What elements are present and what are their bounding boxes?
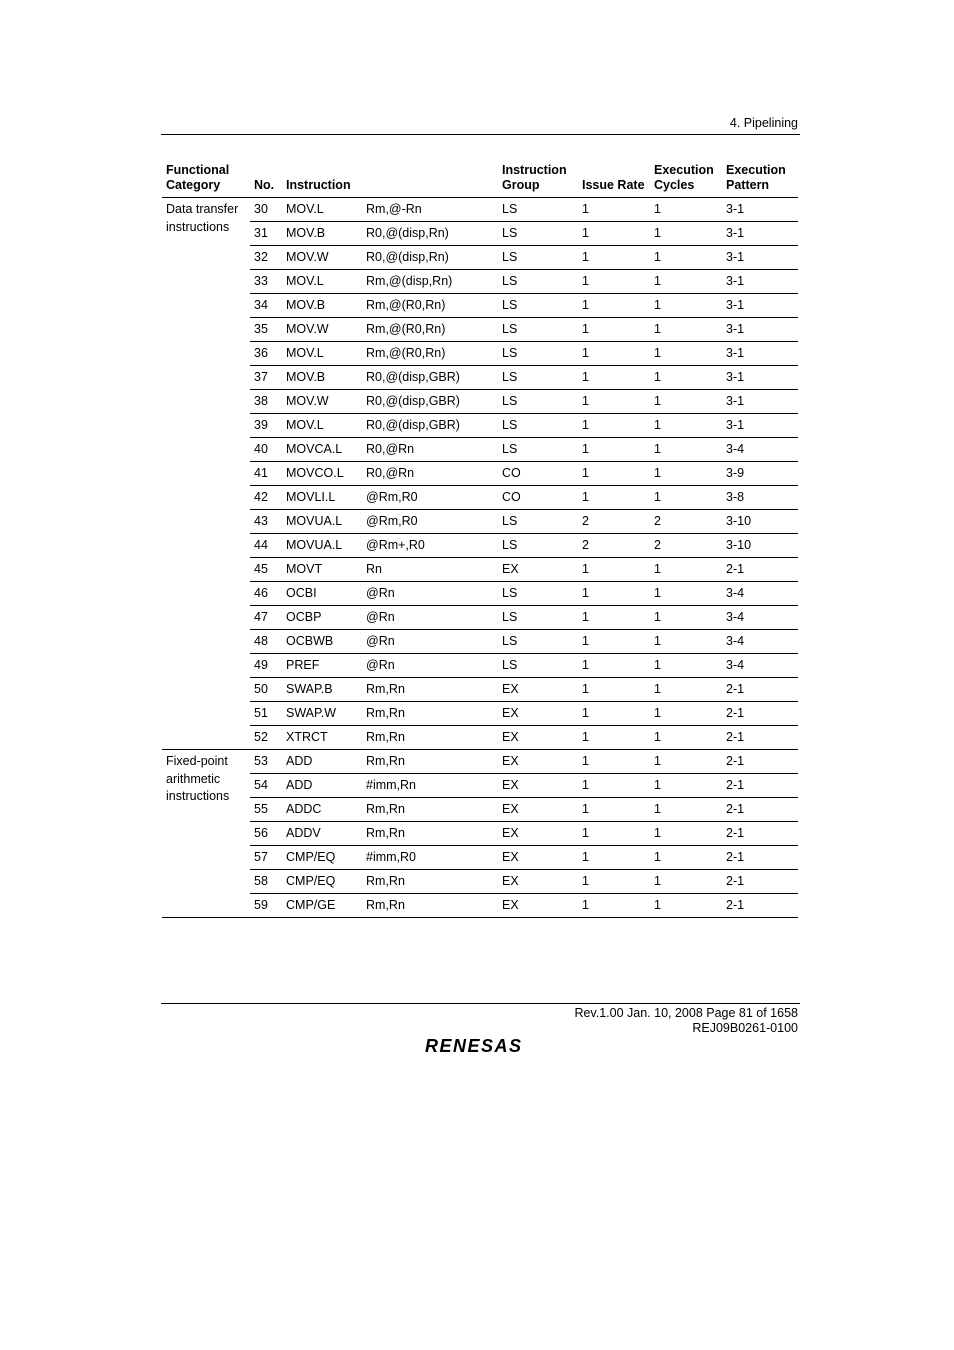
instruction-cell: CMP/EQ <box>282 870 362 894</box>
no-cell: 37 <box>250 366 282 390</box>
column-header-line: No. <box>254 178 275 192</box>
group-cell: LS <box>498 246 578 270</box>
table-row <box>162 342 798 366</box>
pattern-cell: 2-1 <box>722 750 798 774</box>
no-cell: 45 <box>250 558 282 582</box>
table-row <box>162 294 798 318</box>
operand-cell: #imm,R0 <box>362 846 498 870</box>
operand-cell: Rm,Rn <box>362 798 498 822</box>
operand-cell: Rm,@(R0,Rn) <box>362 342 498 366</box>
column-header-line <box>582 163 650 178</box>
cycles-cell: 1 <box>650 366 722 390</box>
instruction-cell: ADD <box>282 750 362 774</box>
category-line: Data transfer <box>166 202 239 216</box>
no-cell: 55 <box>250 798 282 822</box>
group-cell: LS <box>498 390 578 414</box>
pattern-cell: 2-1 <box>722 846 798 870</box>
cycles-cell: 1 <box>650 486 722 510</box>
logo-wordmark: RENESAS <box>425 1036 523 1055</box>
cycles-cell: 2 <box>650 510 722 534</box>
cycles-cell: 1 <box>650 462 722 486</box>
issue-rate-cell: 1 <box>578 198 650 222</box>
page-footer <box>574 1006 798 1036</box>
column-header-line: Cycles <box>654 178 695 192</box>
table-row <box>162 222 798 246</box>
column-header <box>282 163 362 198</box>
cycles-cell: 1 <box>650 894 722 918</box>
issue-rate-cell: 1 <box>578 342 650 366</box>
column-header <box>162 163 250 198</box>
instruction-cell: MOV.L <box>282 270 362 294</box>
operand-cell: Rm,Rn <box>362 894 498 918</box>
table-row <box>162 486 798 510</box>
column-header-line: Category <box>166 178 221 192</box>
group-cell: CO <box>498 486 578 510</box>
operand-cell: R0,@Rn <box>362 438 498 462</box>
pattern-cell: 3-1 <box>722 198 798 222</box>
column-header-line <box>286 163 362 178</box>
pattern-cell: 3-1 <box>722 246 798 270</box>
table-row <box>162 798 798 822</box>
pattern-cell: 3-1 <box>722 390 798 414</box>
operand-cell: R0,@(disp,Rn) <box>362 222 498 246</box>
group-cell: LS <box>498 414 578 438</box>
issue-rate-cell: 1 <box>578 222 650 246</box>
column-header <box>722 163 798 198</box>
group-cell: EX <box>498 870 578 894</box>
issue-rate-cell: 1 <box>578 846 650 870</box>
table-row <box>162 630 798 654</box>
table-row <box>162 750 798 774</box>
table-row <box>162 606 798 630</box>
operand-cell: Rm,@-Rn <box>362 198 498 222</box>
no-cell: 39 <box>250 414 282 438</box>
cycles-cell: 1 <box>650 822 722 846</box>
document-code: REJ09B0261-0100 <box>692 1021 798 1035</box>
issue-rate-cell: 1 <box>578 390 650 414</box>
issue-rate-cell: 1 <box>578 606 650 630</box>
category-line: Fixed-point <box>166 754 228 768</box>
cycles-cell: 1 <box>650 846 722 870</box>
no-cell: 47 <box>250 606 282 630</box>
pattern-cell: 2-1 <box>722 774 798 798</box>
operand-cell: R0,@(disp,GBR) <box>362 366 498 390</box>
group-cell: LS <box>498 318 578 342</box>
operand-cell: Rm,@(R0,Rn) <box>362 294 498 318</box>
issue-rate-cell: 2 <box>578 510 650 534</box>
pattern-cell: 2-1 <box>722 702 798 726</box>
table-row <box>162 846 798 870</box>
instruction-cell: MOVUA.L <box>282 534 362 558</box>
cycles-cell: 1 <box>650 270 722 294</box>
category-line: instructions <box>166 219 230 234</box>
group-cell: LS <box>498 438 578 462</box>
instruction-cell: SWAP.W <box>282 702 362 726</box>
operand-cell: R0,@Rn <box>362 462 498 486</box>
no-cell: 53 <box>250 750 282 774</box>
group-cell: LS <box>498 582 578 606</box>
cycles-cell: 1 <box>650 222 722 246</box>
no-cell: 38 <box>250 390 282 414</box>
pattern-cell: 3-1 <box>722 318 798 342</box>
group-cell: LS <box>498 606 578 630</box>
table-header-row <box>162 163 798 198</box>
operand-cell: Rm,Rn <box>362 822 498 846</box>
renesas-logo <box>423 1035 543 1055</box>
table-row <box>162 678 798 702</box>
column-header <box>498 163 578 198</box>
instruction-cell: OCBI <box>282 582 362 606</box>
instruction-cell: MOV.B <box>282 294 362 318</box>
no-cell: 49 <box>250 654 282 678</box>
no-cell: 43 <box>250 510 282 534</box>
table-row <box>162 894 798 918</box>
pattern-cell: 3-4 <box>722 582 798 606</box>
category-cell <box>162 750 250 918</box>
cycles-cell: 1 <box>650 630 722 654</box>
group-cell: LS <box>498 366 578 390</box>
cycles-cell: 1 <box>650 654 722 678</box>
cycles-cell: 1 <box>650 702 722 726</box>
instruction-cell: SWAP.B <box>282 678 362 702</box>
no-cell: 54 <box>250 774 282 798</box>
instruction-cell: CMP/GE <box>282 894 362 918</box>
group-cell: LS <box>498 510 578 534</box>
group-cell: LS <box>498 270 578 294</box>
cycles-cell: 1 <box>650 558 722 582</box>
instruction-table <box>162 163 798 918</box>
pattern-cell: 3-1 <box>722 270 798 294</box>
pattern-cell: 3-4 <box>722 630 798 654</box>
issue-rate-cell: 1 <box>578 462 650 486</box>
column-header-line: Group <box>502 178 540 192</box>
column-header <box>250 163 282 198</box>
instruction-cell: MOV.L <box>282 198 362 222</box>
no-cell: 48 <box>250 630 282 654</box>
column-header <box>578 163 650 198</box>
cycles-cell: 2 <box>650 534 722 558</box>
no-cell: 35 <box>250 318 282 342</box>
table-row <box>162 270 798 294</box>
instruction-cell: MOV.W <box>282 390 362 414</box>
table-row <box>162 774 798 798</box>
column-header-line: Execution <box>726 163 786 177</box>
table-body <box>162 198 798 918</box>
column-header-line: Execution <box>654 163 714 177</box>
instruction-cell: MOVCO.L <box>282 462 362 486</box>
instruction-cell: ADDV <box>282 822 362 846</box>
cycles-cell: 1 <box>650 390 722 414</box>
table-row <box>162 246 798 270</box>
pattern-cell: 2-1 <box>722 558 798 582</box>
group-cell: EX <box>498 558 578 582</box>
instruction-cell: MOV.L <box>282 414 362 438</box>
cycles-cell: 1 <box>650 438 722 462</box>
category-line: instructions <box>166 789 230 803</box>
no-cell: 46 <box>250 582 282 606</box>
pattern-cell: 3-1 <box>722 294 798 318</box>
table-row <box>162 366 798 390</box>
pattern-cell: 3-10 <box>722 510 798 534</box>
group-cell: LS <box>498 198 578 222</box>
category-cell <box>162 198 250 750</box>
table-row <box>162 870 798 894</box>
operand-cell: #imm,Rn <box>362 774 498 798</box>
issue-rate-cell: 1 <box>578 582 650 606</box>
issue-rate-cell: 1 <box>578 414 650 438</box>
no-cell: 59 <box>250 894 282 918</box>
instruction-cell: MOV.B <box>282 366 362 390</box>
issue-rate-cell: 1 <box>578 318 650 342</box>
table-row <box>162 702 798 726</box>
table-row <box>162 582 798 606</box>
no-cell: 56 <box>250 822 282 846</box>
no-cell: 30 <box>250 198 282 222</box>
operand-cell: @Rm,R0 <box>362 510 498 534</box>
operand-cell: Rm,Rn <box>362 678 498 702</box>
instruction-cell: MOV.W <box>282 246 362 270</box>
group-cell: LS <box>498 342 578 366</box>
group-cell: LS <box>498 534 578 558</box>
group-cell: CO <box>498 462 578 486</box>
cycles-cell: 1 <box>650 606 722 630</box>
issue-rate-cell: 1 <box>578 294 650 318</box>
group-cell: LS <box>498 222 578 246</box>
group-cell: EX <box>498 750 578 774</box>
no-cell: 52 <box>250 726 282 750</box>
column-header <box>650 163 722 198</box>
issue-rate-cell: 2 <box>578 534 650 558</box>
issue-rate-cell: 1 <box>578 678 650 702</box>
operand-cell: Rn <box>362 558 498 582</box>
issue-rate-cell: 1 <box>578 894 650 918</box>
instruction-cell: MOVT <box>282 558 362 582</box>
table-row <box>162 534 798 558</box>
pattern-cell: 3-1 <box>722 366 798 390</box>
table-row <box>162 198 798 222</box>
no-cell: 32 <box>250 246 282 270</box>
cycles-cell: 1 <box>650 750 722 774</box>
instruction-cell: MOVLI.L <box>282 486 362 510</box>
instruction-cell: ADD <box>282 774 362 798</box>
footer-rule <box>161 1003 800 1004</box>
instruction-cell: MOV.L <box>282 342 362 366</box>
pattern-cell: 3-8 <box>722 486 798 510</box>
instruction-cell: OCBWB <box>282 630 362 654</box>
pattern-cell: 3-1 <box>722 222 798 246</box>
issue-rate-cell: 1 <box>578 774 650 798</box>
group-cell: EX <box>498 726 578 750</box>
table-row <box>162 822 798 846</box>
table-row <box>162 462 798 486</box>
column-header-line <box>366 163 498 178</box>
cycles-cell: 1 <box>650 414 722 438</box>
column-header <box>362 163 498 198</box>
pattern-cell: 2-1 <box>722 822 798 846</box>
instruction-cell: MOVUA.L <box>282 510 362 534</box>
issue-rate-cell: 1 <box>578 558 650 582</box>
issue-rate-cell: 1 <box>578 438 650 462</box>
pattern-cell: 3-4 <box>722 438 798 462</box>
pattern-cell: 2-1 <box>722 726 798 750</box>
no-cell: 50 <box>250 678 282 702</box>
operand-cell: Rm,Rn <box>362 750 498 774</box>
table-row <box>162 438 798 462</box>
operand-cell: @Rn <box>362 606 498 630</box>
no-cell: 33 <box>250 270 282 294</box>
table-row <box>162 726 798 750</box>
table-row <box>162 654 798 678</box>
no-cell: 36 <box>250 342 282 366</box>
pattern-cell: 3-1 <box>722 414 798 438</box>
no-cell: 51 <box>250 702 282 726</box>
operand-cell: R0,@(disp,GBR) <box>362 414 498 438</box>
group-cell: EX <box>498 846 578 870</box>
no-cell: 42 <box>250 486 282 510</box>
table-row <box>162 510 798 534</box>
group-cell: LS <box>498 654 578 678</box>
pattern-cell: 3-9 <box>722 462 798 486</box>
instruction-cell: ADDC <box>282 798 362 822</box>
instruction-cell: PREF <box>282 654 362 678</box>
operand-cell: @Rm+,R0 <box>362 534 498 558</box>
issue-rate-cell: 1 <box>578 726 650 750</box>
cycles-cell: 1 <box>650 678 722 702</box>
no-cell: 57 <box>250 846 282 870</box>
issue-rate-cell: 1 <box>578 486 650 510</box>
header-rule <box>161 134 800 135</box>
issue-rate-cell: 1 <box>578 822 650 846</box>
group-cell: EX <box>498 678 578 702</box>
cycles-cell: 1 <box>650 774 722 798</box>
instruction-cell: MOV.B <box>282 222 362 246</box>
pattern-cell: 2-1 <box>722 894 798 918</box>
no-cell: 44 <box>250 534 282 558</box>
cycles-cell: 1 <box>650 342 722 366</box>
operand-cell: Rm,Rn <box>362 726 498 750</box>
column-header-line <box>254 163 282 178</box>
revision-line: Rev.1.00 Jan. 10, 2008 Page 81 of 1658 <box>574 1006 798 1020</box>
issue-rate-cell: 1 <box>578 246 650 270</box>
operand-cell: R0,@(disp,GBR) <box>362 390 498 414</box>
cycles-cell: 1 <box>650 582 722 606</box>
cycles-cell: 1 <box>650 798 722 822</box>
cycles-cell: 1 <box>650 726 722 750</box>
no-cell: 31 <box>250 222 282 246</box>
running-header: 4. Pipelining <box>729 116 798 130</box>
cycles-cell: 1 <box>650 294 722 318</box>
issue-rate-cell: 1 <box>578 798 650 822</box>
column-header-line: Pattern <box>726 178 770 192</box>
instruction-cell: OCBP <box>282 606 362 630</box>
operand-cell: @Rm,R0 <box>362 486 498 510</box>
no-cell: 34 <box>250 294 282 318</box>
issue-rate-cell: 1 <box>578 630 650 654</box>
group-cell: EX <box>498 702 578 726</box>
operand-cell: Rm,@(disp,Rn) <box>362 270 498 294</box>
pattern-cell: 3-4 <box>722 654 798 678</box>
no-cell: 40 <box>250 438 282 462</box>
issue-rate-cell: 1 <box>578 870 650 894</box>
cycles-cell: 1 <box>650 246 722 270</box>
pattern-cell: 2-1 <box>722 798 798 822</box>
group-cell: LS <box>498 294 578 318</box>
pattern-cell: 2-1 <box>722 870 798 894</box>
instruction-cell: MOV.W <box>282 318 362 342</box>
group-cell: EX <box>498 822 578 846</box>
table-row <box>162 558 798 582</box>
issue-rate-cell: 1 <box>578 750 650 774</box>
issue-rate-cell: 1 <box>578 270 650 294</box>
table-row <box>162 414 798 438</box>
pattern-cell: 3-4 <box>722 606 798 630</box>
cycles-cell: 1 <box>650 198 722 222</box>
instruction-cell: CMP/EQ <box>282 846 362 870</box>
operand-cell: @Rn <box>362 630 498 654</box>
pattern-cell: 2-1 <box>722 678 798 702</box>
no-cell: 58 <box>250 870 282 894</box>
issue-rate-cell: 1 <box>578 654 650 678</box>
cycles-cell: 1 <box>650 870 722 894</box>
group-cell: EX <box>498 894 578 918</box>
column-header-line: Issue Rate <box>582 178 645 192</box>
group-cell: EX <box>498 774 578 798</box>
column-header-line <box>366 178 498 193</box>
column-header-line: Instruction <box>502 163 567 177</box>
operand-cell: @Rn <box>362 654 498 678</box>
instruction-cell: MOVCA.L <box>282 438 362 462</box>
table-row <box>162 390 798 414</box>
operand-cell: Rm,Rn <box>362 702 498 726</box>
no-cell: 41 <box>250 462 282 486</box>
category-line: arithmetic <box>166 771 221 786</box>
operand-cell: R0,@(disp,Rn) <box>362 246 498 270</box>
group-cell: LS <box>498 630 578 654</box>
cycles-cell: 1 <box>650 318 722 342</box>
pattern-cell: 3-10 <box>722 534 798 558</box>
group-cell: EX <box>498 798 578 822</box>
operand-cell: Rm,@(R0,Rn) <box>362 318 498 342</box>
column-header-line: Functional <box>166 163 230 177</box>
operand-cell: Rm,Rn <box>362 870 498 894</box>
issue-rate-cell: 1 <box>578 366 650 390</box>
column-header-line: Instruction <box>286 178 351 192</box>
instruction-cell: XTRCT <box>282 726 362 750</box>
operand-cell: @Rn <box>362 582 498 606</box>
table-row <box>162 318 798 342</box>
pattern-cell: 3-1 <box>722 342 798 366</box>
issue-rate-cell: 1 <box>578 702 650 726</box>
